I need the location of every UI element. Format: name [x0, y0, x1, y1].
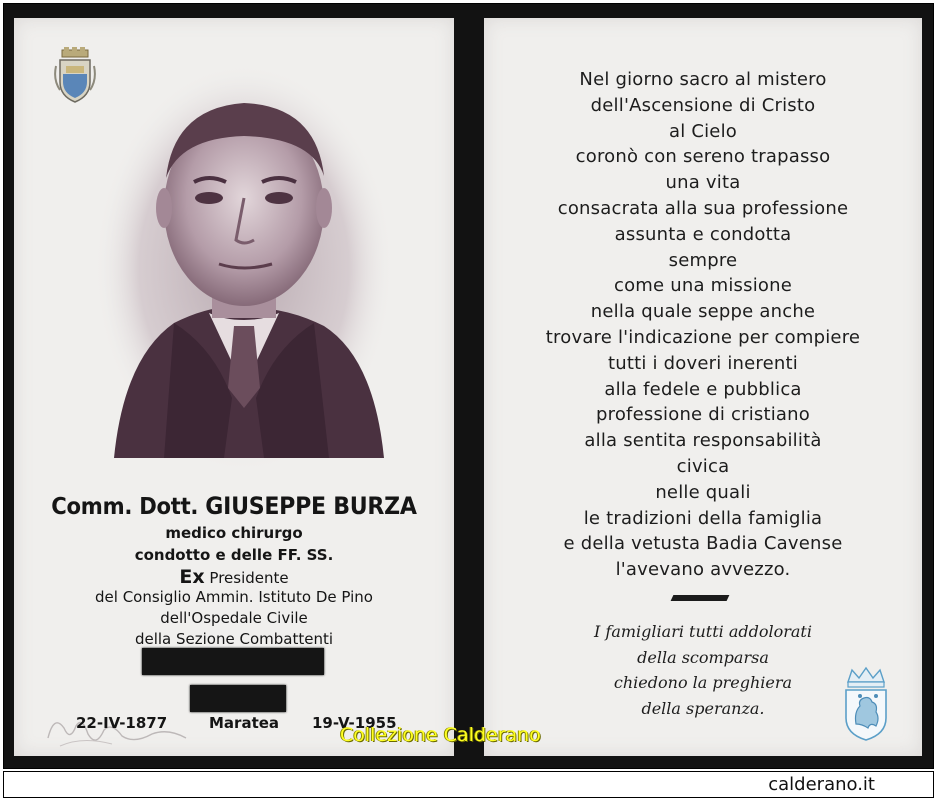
poem-text: [484, 67, 922, 583]
ex-president-line: [14, 566, 454, 588]
poem-line: trovare l'indicazione per compiere: [545, 326, 861, 348]
place: Maratea: [209, 714, 280, 732]
closing-line: della scomparsa: [637, 647, 769, 667]
footer-bar: [3, 771, 934, 798]
left-card: [14, 18, 454, 756]
poem-line: nella quale seppe anche: [590, 301, 816, 323]
role-line-1: medico chirurgo: [165, 524, 303, 542]
collection-watermark: Collezione Calderano: [340, 724, 541, 746]
poem-line: le tradizioni della famiglia: [583, 507, 823, 529]
name-prefix: Comm. Dott.: [51, 494, 199, 520]
portrait-photo: [84, 58, 404, 478]
institution-line-1: del Consiglio Ammin. Istituto De Pino: [95, 588, 373, 606]
name-main: GIUSEPPE BURZA: [205, 492, 417, 520]
poem-line: consacrata alla sua professione: [557, 197, 849, 219]
poem-line: assunta e condotta: [614, 223, 792, 245]
poem-line: una vita: [665, 172, 741, 194]
closing-line: chiedono la preghiera: [613, 673, 793, 692]
poem-line: sempre: [668, 249, 738, 271]
closing-line: della speranza.: [641, 698, 765, 718]
poem-line: come una missione: [614, 275, 792, 297]
deceased-name: [32, 492, 437, 520]
crowned-lion-crest-icon: [840, 666, 892, 742]
role-line-2: condotto e delle FF. SS.: [134, 546, 334, 564]
poem-line: tutti i doveri inerenti: [608, 352, 798, 374]
poem-line: e della vetusta Badia Cavense: [563, 533, 843, 555]
poem-line: nelle quali: [655, 481, 751, 503]
ex-mark: Ex: [179, 566, 205, 588]
poem-line: civica: [676, 455, 730, 477]
card-frame: [3, 3, 934, 769]
poem-line: l'avevano avvezzo.: [615, 559, 791, 581]
redaction-bar: [142, 648, 324, 675]
poem-line: dell'Ascensione di Cristo: [590, 94, 816, 116]
redaction-bar: [190, 685, 286, 712]
institution-line-2: dell'Ospedale Civile: [160, 609, 308, 627]
closing-line: I famigliari tutti addolorati: [594, 622, 812, 641]
poem-line: al Cielo: [668, 120, 737, 142]
ex-title: Presidente: [209, 569, 289, 587]
right-card: [484, 18, 922, 756]
poem-line: coronò con sereno trapasso: [575, 146, 831, 168]
institution-line-3: della Sezione Combattenti: [134, 630, 334, 648]
poem-line: alla sentita responsabilità: [584, 430, 822, 452]
poem-line: professione di cristiano: [596, 404, 810, 426]
birth-date: 22-IV-1877: [76, 714, 168, 732]
death-date: 19-V-1955: [312, 714, 397, 732]
poem-line: Nel giorno sacro al mistero: [579, 69, 827, 90]
poem-line: alla fedele e pubblica: [604, 378, 802, 400]
site-link[interactable]: calderano.it: [768, 774, 875, 795]
divider-bar: [671, 595, 730, 601]
